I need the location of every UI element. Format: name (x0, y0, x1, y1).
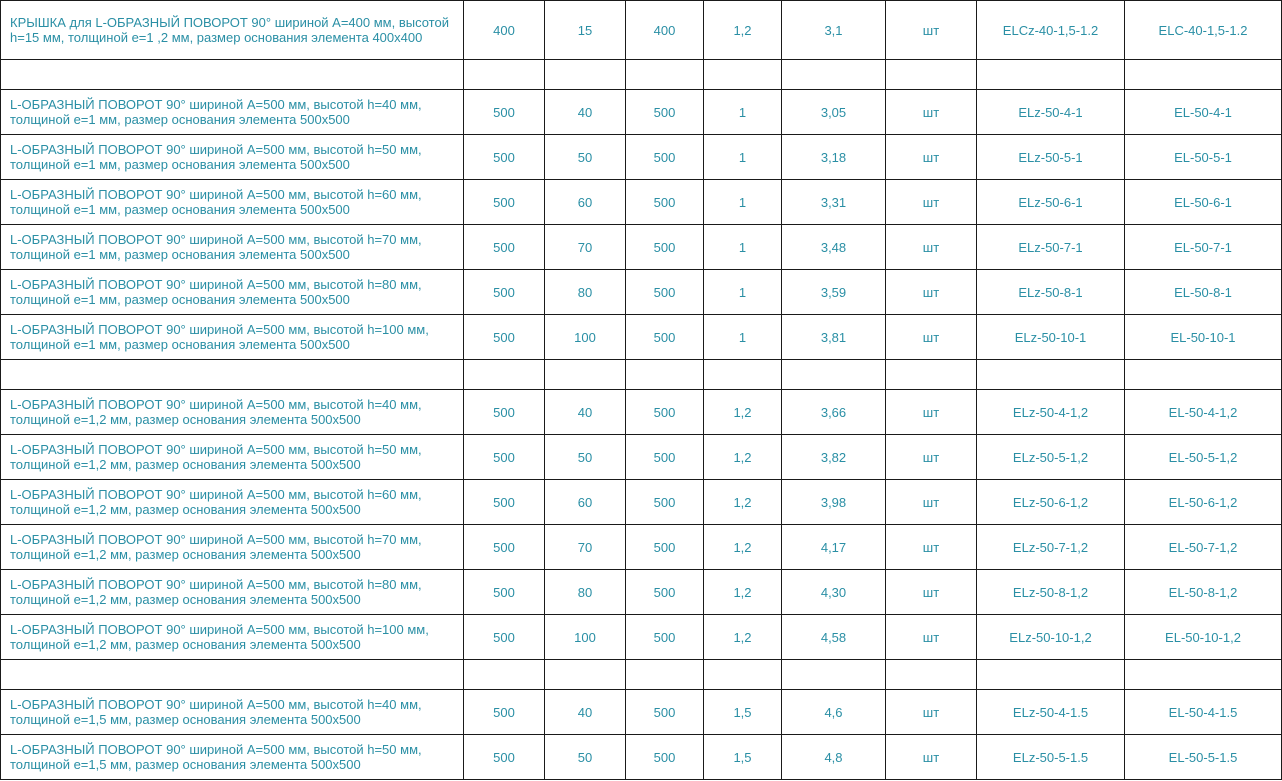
empty-cell (886, 60, 977, 90)
empty-cell (626, 360, 704, 390)
code-cell: EL-50-7-1 (1125, 225, 1282, 270)
empty-cell (704, 660, 782, 690)
code-cell: EL-50-6-1,2 (1125, 480, 1282, 525)
height-cell: 100 (545, 615, 626, 660)
description-cell: L-ОБРАЗНЫЙ ПОВОРОТ 90° шириной А=500 мм, высотой h=40 мм, толщиной e=1,2 мм, размер основания элемента 500х500 (1, 390, 464, 435)
unit-cell: шт (886, 135, 977, 180)
width-cell: 500 (464, 180, 545, 225)
height-cell: 50 (545, 735, 626, 780)
width-cell: 500 (464, 735, 545, 780)
mass-cell: 3,82 (782, 435, 886, 480)
unit-cell: шт (886, 180, 977, 225)
base-size-cell: 500 (626, 435, 704, 480)
galvanized-code-cell: ELz-50-5-1.5 (977, 735, 1125, 780)
table-row (1, 390, 1282, 435)
description-cell: L-ОБРАЗНЫЙ ПОВОРОТ 90° шириной А=500 мм, высотой h=70 мм, толщиной e=1 мм, размер основания элемента 500х500 (1, 225, 464, 270)
table-row (1, 435, 1282, 480)
empty-cell (1125, 60, 1282, 90)
galvanized-code-cell: ELz-50-4-1 (977, 90, 1125, 135)
description-cell: L-ОБРАЗНЫЙ ПОВОРОТ 90° шириной А=500 мм, высотой h=50 мм, толщиной e=1,2 мм, размер основания элемента 500х500 (1, 435, 464, 480)
thickness-cell: 1,2 (704, 390, 782, 435)
base-size-cell: 500 (626, 570, 704, 615)
table-row (1, 180, 1282, 225)
empty-cell (464, 60, 545, 90)
width-cell: 500 (464, 570, 545, 615)
empty-cell (545, 660, 626, 690)
unit-cell: шт (886, 270, 977, 315)
unit-cell: шт (886, 225, 977, 270)
table-row (1, 570, 1282, 615)
base-size-cell: 500 (626, 480, 704, 525)
galvanized-code-cell: ELz-50-5-1 (977, 135, 1125, 180)
empty-cell (886, 660, 977, 690)
spacer-row (1, 660, 1282, 690)
code-cell: EL-50-4-1 (1125, 90, 1282, 135)
empty-cell (1, 360, 464, 390)
code-cell: EL-50-5-1,2 (1125, 435, 1282, 480)
description-cell: L-ОБРАЗНЫЙ ПОВОРОТ 90° шириной А=500 мм, высотой h=40 мм, толщиной e=1,5 мм, размер основания элемента 500х500 (1, 690, 464, 735)
width-cell: 500 (464, 435, 545, 480)
width-cell: 500 (464, 315, 545, 360)
mass-cell: 3,98 (782, 480, 886, 525)
mass-cell: 3,18 (782, 135, 886, 180)
galvanized-code-cell: ELCz-40-1,5-1.2 (977, 1, 1125, 60)
empty-cell (1125, 360, 1282, 390)
empty-cell (464, 660, 545, 690)
mass-cell: 3,59 (782, 270, 886, 315)
mass-cell: 3,05 (782, 90, 886, 135)
unit-cell: шт (886, 480, 977, 525)
mass-cell: 4,30 (782, 570, 886, 615)
thickness-cell: 1 (704, 180, 782, 225)
base-size-cell: 500 (626, 135, 704, 180)
description-cell: L-ОБРАЗНЫЙ ПОВОРОТ 90° шириной А=500 мм, высотой h=60 мм, толщиной e=1 мм, размер основания элемента 500х500 (1, 180, 464, 225)
table-row (1, 315, 1282, 360)
height-cell: 40 (545, 90, 626, 135)
width-cell: 500 (464, 90, 545, 135)
galvanized-code-cell: ELz-50-8-1,2 (977, 570, 1125, 615)
thickness-cell: 1,5 (704, 735, 782, 780)
galvanized-code-cell: ELz-50-4-1.5 (977, 690, 1125, 735)
empty-cell (977, 60, 1125, 90)
table-row (1, 525, 1282, 570)
code-cell: EL-50-6-1 (1125, 180, 1282, 225)
base-size-cell: 500 (626, 225, 704, 270)
mass-cell: 3,66 (782, 390, 886, 435)
empty-cell (782, 60, 886, 90)
galvanized-code-cell: ELz-50-7-1 (977, 225, 1125, 270)
thickness-cell: 1 (704, 225, 782, 270)
empty-cell (626, 660, 704, 690)
thickness-cell: 1 (704, 270, 782, 315)
description-cell: L-ОБРАЗНЫЙ ПОВОРОТ 90° шириной А=500 мм, высотой h=80 мм, толщиной e=1,2 мм, размер основания элемента 500х500 (1, 570, 464, 615)
base-size-cell: 500 (626, 525, 704, 570)
code-cell: EL-50-10-1,2 (1125, 615, 1282, 660)
thickness-cell: 1 (704, 315, 782, 360)
description-cell: L-ОБРАЗНЫЙ ПОВОРОТ 90° шириной А=500 мм, высотой h=100 мм, толщиной e=1,2 мм, размер основания элемента 500х500 (1, 615, 464, 660)
mass-cell: 4,8 (782, 735, 886, 780)
empty-cell (1, 660, 464, 690)
width-cell: 500 (464, 390, 545, 435)
width-cell: 500 (464, 690, 545, 735)
galvanized-code-cell: ELz-50-7-1,2 (977, 525, 1125, 570)
code-cell: EL-50-4-1.5 (1125, 690, 1282, 735)
width-cell: 500 (464, 525, 545, 570)
empty-cell (977, 660, 1125, 690)
mass-cell: 4,58 (782, 615, 886, 660)
thickness-cell: 1,2 (704, 615, 782, 660)
width-cell: 500 (464, 135, 545, 180)
galvanized-code-cell: ELz-50-10-1 (977, 315, 1125, 360)
height-cell: 15 (545, 1, 626, 60)
description-cell: L-ОБРАЗНЫЙ ПОВОРОТ 90° шириной А=500 мм, высотой h=100 мм, толщиной e=1 мм, размер основания элемента 500х500 (1, 315, 464, 360)
height-cell: 70 (545, 225, 626, 270)
height-cell: 70 (545, 525, 626, 570)
height-cell: 50 (545, 135, 626, 180)
height-cell: 60 (545, 180, 626, 225)
width-cell: 500 (464, 270, 545, 315)
base-size-cell: 500 (626, 735, 704, 780)
description-cell: L-ОБРАЗНЫЙ ПОВОРОТ 90° шириной А=500 мм, высотой h=50 мм, толщиной e=1,5 мм, размер основания элемента 500х500 (1, 735, 464, 780)
unit-cell: шт (886, 570, 977, 615)
base-size-cell: 500 (626, 315, 704, 360)
empty-cell (782, 360, 886, 390)
thickness-cell: 1,2 (704, 570, 782, 615)
empty-cell (886, 360, 977, 390)
code-cell: ELC-40-1,5-1.2 (1125, 1, 1282, 60)
code-cell: EL-50-8-1,2 (1125, 570, 1282, 615)
mass-cell: 4,17 (782, 525, 886, 570)
base-size-cell: 500 (626, 390, 704, 435)
height-cell: 80 (545, 570, 626, 615)
mass-cell: 3,48 (782, 225, 886, 270)
base-size-cell: 500 (626, 270, 704, 315)
empty-cell (626, 60, 704, 90)
table-row (1, 270, 1282, 315)
table-row (1, 480, 1282, 525)
table-row (1, 90, 1282, 135)
code-cell: EL-50-5-1 (1125, 135, 1282, 180)
height-cell: 80 (545, 270, 626, 315)
description-cell: L-ОБРАЗНЫЙ ПОВОРОТ 90° шириной А=500 мм, высотой h=40 мм, толщиной e=1 мм, размер основания элемента 500х500 (1, 90, 464, 135)
height-cell: 40 (545, 690, 626, 735)
galvanized-code-cell: ELz-50-8-1 (977, 270, 1125, 315)
height-cell: 100 (545, 315, 626, 360)
height-cell: 40 (545, 390, 626, 435)
thickness-cell: 1,5 (704, 690, 782, 735)
width-cell: 500 (464, 225, 545, 270)
thickness-cell: 1,2 (704, 480, 782, 525)
unit-cell: шт (886, 525, 977, 570)
width-cell: 500 (464, 480, 545, 525)
spacer-row (1, 60, 1282, 90)
thickness-cell: 1,2 (704, 1, 782, 60)
table-row (1, 225, 1282, 270)
unit-cell: шт (886, 735, 977, 780)
table-row (1, 735, 1282, 780)
galvanized-code-cell: ELz-50-5-1,2 (977, 435, 1125, 480)
unit-cell: шт (886, 435, 977, 480)
unit-cell: шт (886, 390, 977, 435)
unit-cell: шт (886, 315, 977, 360)
code-cell: EL-50-8-1 (1125, 270, 1282, 315)
description-cell: L-ОБРАЗНЫЙ ПОВОРОТ 90° шириной А=500 мм, высотой h=60 мм, толщиной e=1,2 мм, размер основания элемента 500х500 (1, 480, 464, 525)
galvanized-code-cell: ELz-50-6-1 (977, 180, 1125, 225)
code-cell: EL-50-4-1,2 (1125, 390, 1282, 435)
unit-cell: шт (886, 615, 977, 660)
mass-cell: 4,6 (782, 690, 886, 735)
thickness-cell: 1 (704, 90, 782, 135)
spacer-row (1, 360, 1282, 390)
galvanized-code-cell: ELz-50-4-1,2 (977, 390, 1125, 435)
width-cell: 400 (464, 1, 545, 60)
empty-cell (1, 60, 464, 90)
empty-cell (545, 360, 626, 390)
empty-cell (977, 360, 1125, 390)
empty-cell (1125, 660, 1282, 690)
height-cell: 60 (545, 480, 626, 525)
width-cell: 500 (464, 615, 545, 660)
code-cell: EL-50-5-1.5 (1125, 735, 1282, 780)
empty-cell (782, 660, 886, 690)
base-size-cell: 500 (626, 180, 704, 225)
base-size-cell: 500 (626, 90, 704, 135)
thickness-cell: 1 (704, 135, 782, 180)
table-row (1, 690, 1282, 735)
base-size-cell: 500 (626, 690, 704, 735)
galvanized-code-cell: ELz-50-10-1,2 (977, 615, 1125, 660)
empty-cell (464, 360, 545, 390)
thickness-cell: 1,2 (704, 525, 782, 570)
empty-cell (704, 360, 782, 390)
table-row (1, 615, 1282, 660)
description-cell: L-ОБРАЗНЫЙ ПОВОРОТ 90° шириной А=500 мм, высотой h=50 мм, толщиной e=1 мм, размер основания элемента 500х500 (1, 135, 464, 180)
description-cell: КРЫШКА для L-ОБРАЗНЫЙ ПОВОРОТ 90° шириной А=400 мм, высотой h=15 мм, толщиной e=1 ,2 мм, размер основания элемента 400х400 (1, 1, 464, 60)
thickness-cell: 1,2 (704, 435, 782, 480)
height-cell: 50 (545, 435, 626, 480)
table-row (1, 135, 1282, 180)
description-cell: L-ОБРАЗНЫЙ ПОВОРОТ 90° шириной А=500 мм, высотой h=80 мм, толщиной e=1 мм, размер основания элемента 500х500 (1, 270, 464, 315)
unit-cell: шт (886, 1, 977, 60)
mass-cell: 3,1 (782, 1, 886, 60)
mass-cell: 3,81 (782, 315, 886, 360)
unit-cell: шт (886, 90, 977, 135)
empty-cell (545, 60, 626, 90)
code-cell: EL-50-7-1,2 (1125, 525, 1282, 570)
table-row (1, 1, 1282, 60)
empty-cell (704, 60, 782, 90)
description-cell: L-ОБРАЗНЫЙ ПОВОРОТ 90° шириной А=500 мм, высотой h=70 мм, толщиной e=1,2 мм, размер основания элемента 500х500 (1, 525, 464, 570)
base-size-cell: 400 (626, 1, 704, 60)
base-size-cell: 500 (626, 615, 704, 660)
galvanized-code-cell: ELz-50-6-1,2 (977, 480, 1125, 525)
unit-cell: шт (886, 690, 977, 735)
mass-cell: 3,31 (782, 180, 886, 225)
code-cell: EL-50-10-1 (1125, 315, 1282, 360)
